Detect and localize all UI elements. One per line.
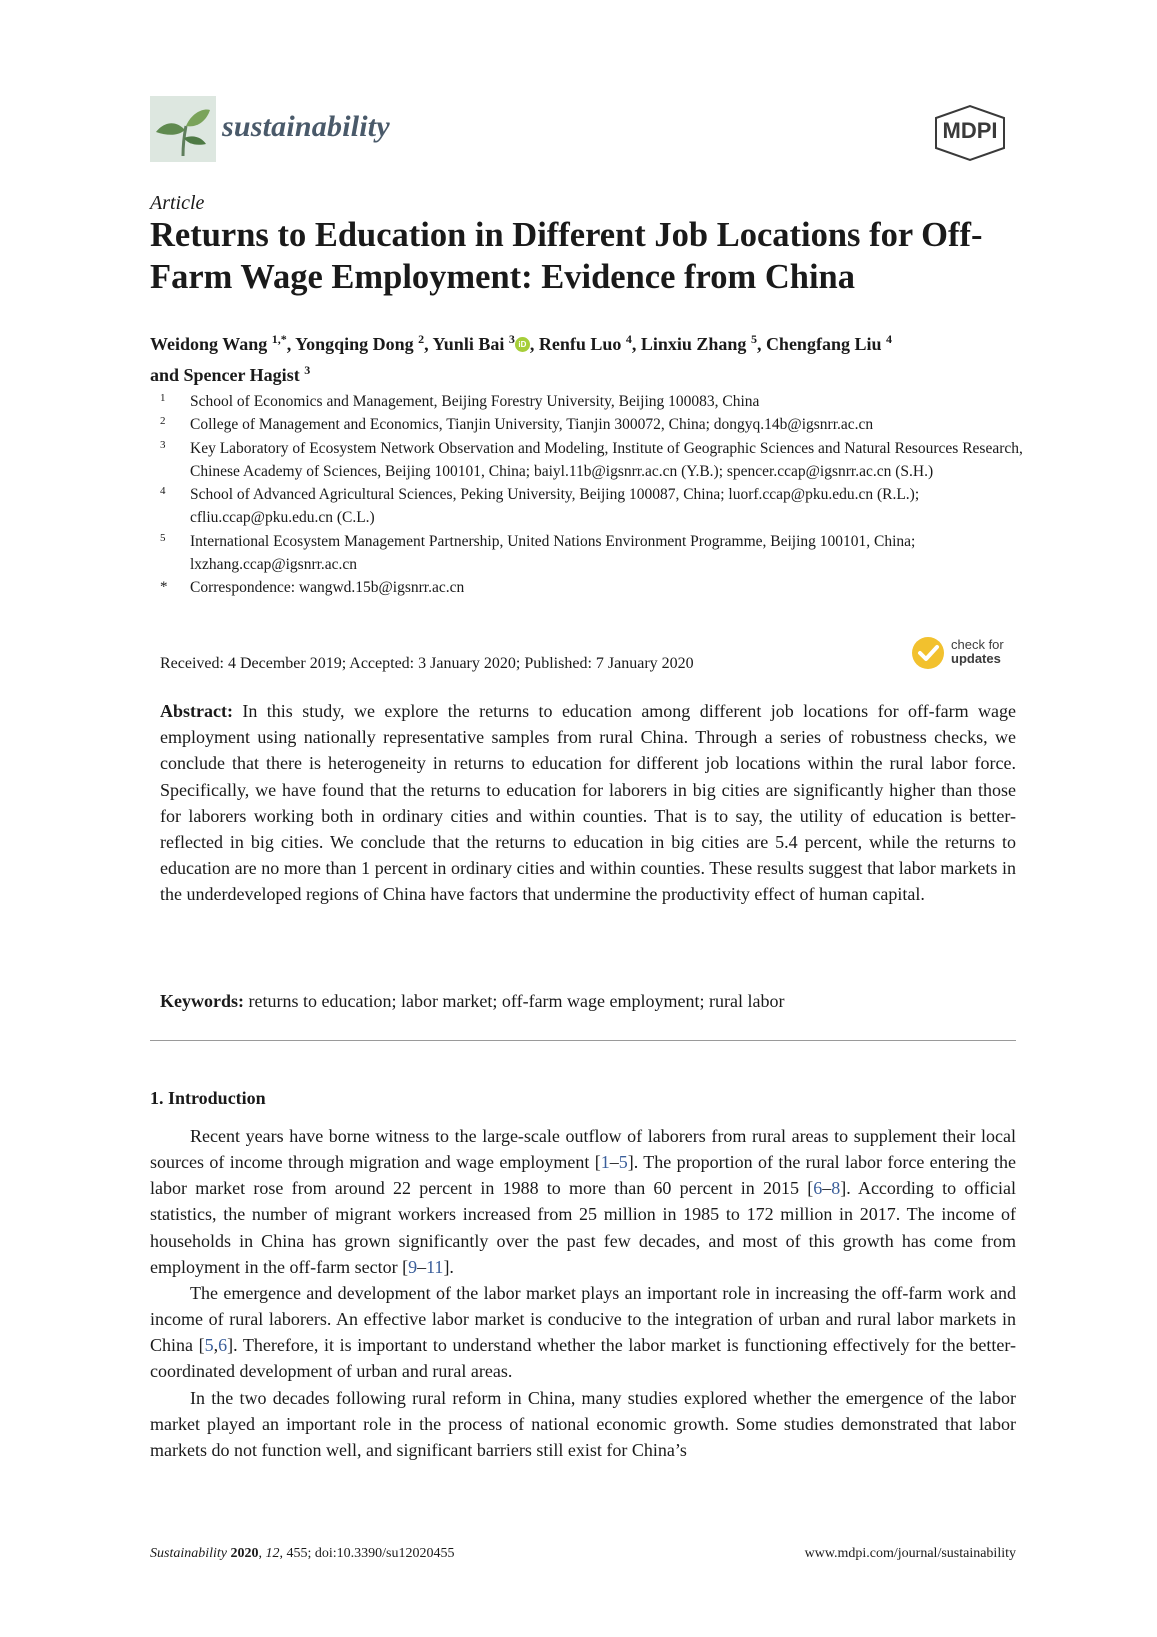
publication-dates: Received: 4 December 2019; Accepted: 3 January 2020; Published: 7 January 2020 xyxy=(160,655,694,672)
section-heading: 1. Introduction xyxy=(150,1088,266,1108)
author[interactable]: Linxiu Zhang $^5$ xyxy=(640,332,757,354)
article-type: Article xyxy=(150,192,205,214)
author[interactable]: Yunli Bai $^3$ xyxy=(432,332,515,354)
abstract-label: Abstract: xyxy=(160,701,233,721)
author[interactable]: Chengfang Liu $^4$ xyxy=(765,332,892,354)
affiliation-item: 2 College of Management and Economics, Tianjin University, Tianjin 300072, China; dongyq.14b@igsnrr.ac.cn xyxy=(160,415,874,434)
citation-link[interactable]: 1 xyxy=(600,1152,610,1173)
introduction-body xyxy=(150,1123,1016,1463)
check-updates-line1: check for xyxy=(951,637,1004,652)
journal-logo xyxy=(150,96,216,162)
affiliation-item: 3 Key Laboratory of Ecosystem Network Observation and Modeling, Institute of Geographic Sciences and Natural Resources Research, Chinese Academy of Sciences, Beijing 100101, China; baiyl.11b@igsnrr.ac.cn (Y.B.); spencer.ccap@igsnrr.ac.cn (S.H.) xyxy=(160,438,1023,480)
check-badge-icon xyxy=(911,636,945,670)
divider xyxy=(150,1040,1016,1041)
citation-link[interactable]: 5 xyxy=(204,1335,214,1356)
correspondence-item: * Correspondence: wangwd.15b@igsnrr.ac.cn xyxy=(160,579,465,597)
abstract xyxy=(160,698,1016,908)
author[interactable]: and Spencer Hagist $^3$ xyxy=(150,363,311,385)
journal-name: sustainability xyxy=(222,110,390,143)
author-list: Weidong Wang $^{1,*}$, Yongqing Dong $^2$, Yunli Bai $^3$ iD , Renfu Luo $^4$, Linxiu Zhang $^5$, Chengfang Liu $^4$ and Spencer Hagist $^3$ xyxy=(150,332,892,385)
affiliation-item: 4 School of Advanced Agricultural Sciences, Peking University, Beijing 100087, China; luorf.ccap@pku.edu.cn (R.L.); cfliu.ccap@pku.edu.cn (C.L.) xyxy=(160,485,920,527)
affiliation-item: 5 International Ecosystem Management Partnership, United Nations Environment Programme, Beijing 100101, China; lxzhang.ccap@igsnrr.ac.cn xyxy=(160,531,916,574)
keywords-text: returns to education; labor market; off-farm wage employment; rural labor xyxy=(244,991,785,1011)
page-title: Returns to Education in Different Job Locations for Off-Farm Wage Employment: Evidence from China xyxy=(150,216,983,296)
keywords xyxy=(160,988,1016,1014)
author[interactable]: Weidong Wang $^{1,*}$ xyxy=(150,332,287,354)
paragraph: In the two decades following rural reform in China, many studies explored whether the emergence of the labor market played an important role in the process of national economic growth. Some studies demonstrated that labor markets do not function well, and significant barriers still exist for China’s xyxy=(150,1387,1016,1460)
abstract-text: In this study, we explore the returns to education among different job locations for off-farm wage employment using nationally representative samples from rural China. Through a series of robustness checks, we conclude that there is heterogeneity in returns to education for different job locations within the rural labor force. Specifically, we have found that the returns to education for laborers in big cities are significantly higher than those for laborers working both in ordinary cities and within counties. That is to say, the utility of education is better-reflected in big cities. We conclude that the returns to education in big cities are 5.4 percent, while the returns to education are no more than 1 percent in ordinary cities and within counties. These results suggest that labor markets in the underdeveloped regions of China have factors that undermine the productivity effect of human capital. xyxy=(160,701,1016,905)
footer-citation: Sustainability 2020, 12, 455; doi:10.3390/su12020455 xyxy=(150,1546,455,1561)
check-updates-line2: updates xyxy=(951,651,1001,666)
sprout-leaves-icon xyxy=(150,96,216,162)
author[interactable]: Renfu Luo $^4$ xyxy=(538,332,632,354)
mdpi-logo-text: MDPI xyxy=(942,118,998,143)
affiliations xyxy=(150,390,1030,600)
citation-link[interactable]: 6 xyxy=(218,1335,228,1356)
orcid-icon[interactable]: iD xyxy=(515,337,530,352)
author[interactable]: Yongqing Dong $^2$ xyxy=(295,332,425,354)
check-for-updates-button[interactable] xyxy=(911,636,1021,676)
citation-link[interactable]: 9 xyxy=(408,1256,418,1277)
footer-journal-link[interactable]: www.mdpi.com/journal/sustainability xyxy=(804,1546,1016,1561)
citation-link[interactable]: 6 xyxy=(813,1178,823,1199)
keywords-label: Keywords: xyxy=(160,991,244,1011)
citation-link[interactable]: 8 xyxy=(831,1178,841,1199)
paragraph: Recent years have borne witness to the large-scale outflow of laborers from rural areas to supplement their local sources of income through migration and wage employment [1–5]. The proportion of the rural labor force entering the labor market rose from around 22 percent in 1988 to more than 60 percent in 2015 [6–8]. According to official statistics, the number of migrant workers increased from 25 million in 1985 to 172 million in 2017. The income of households in China has grown significantly over the past few decades, and most of this growth has come from employment in the off-farm sector [9–11]. xyxy=(150,1126,1016,1277)
paragraph: The emergence and development of the labor market plays an important role in increasing the off-farm work and income of rural laborers. An effective labor market is conducive to the integration of urban and rural labor markets in China [5,6]. Therefore, it is important to understand whether the labor market is functioning effectively for the better-coordinated development of urban and rural areas. xyxy=(150,1282,1016,1382)
mdpi-logo xyxy=(926,104,1014,162)
citation-link[interactable]: 11 xyxy=(426,1256,444,1277)
affiliation-item: 1 School of Economics and Management, Beijing Forestry University, Beijing 100083, China xyxy=(160,392,760,410)
citation-link[interactable]: 5 xyxy=(618,1152,628,1173)
